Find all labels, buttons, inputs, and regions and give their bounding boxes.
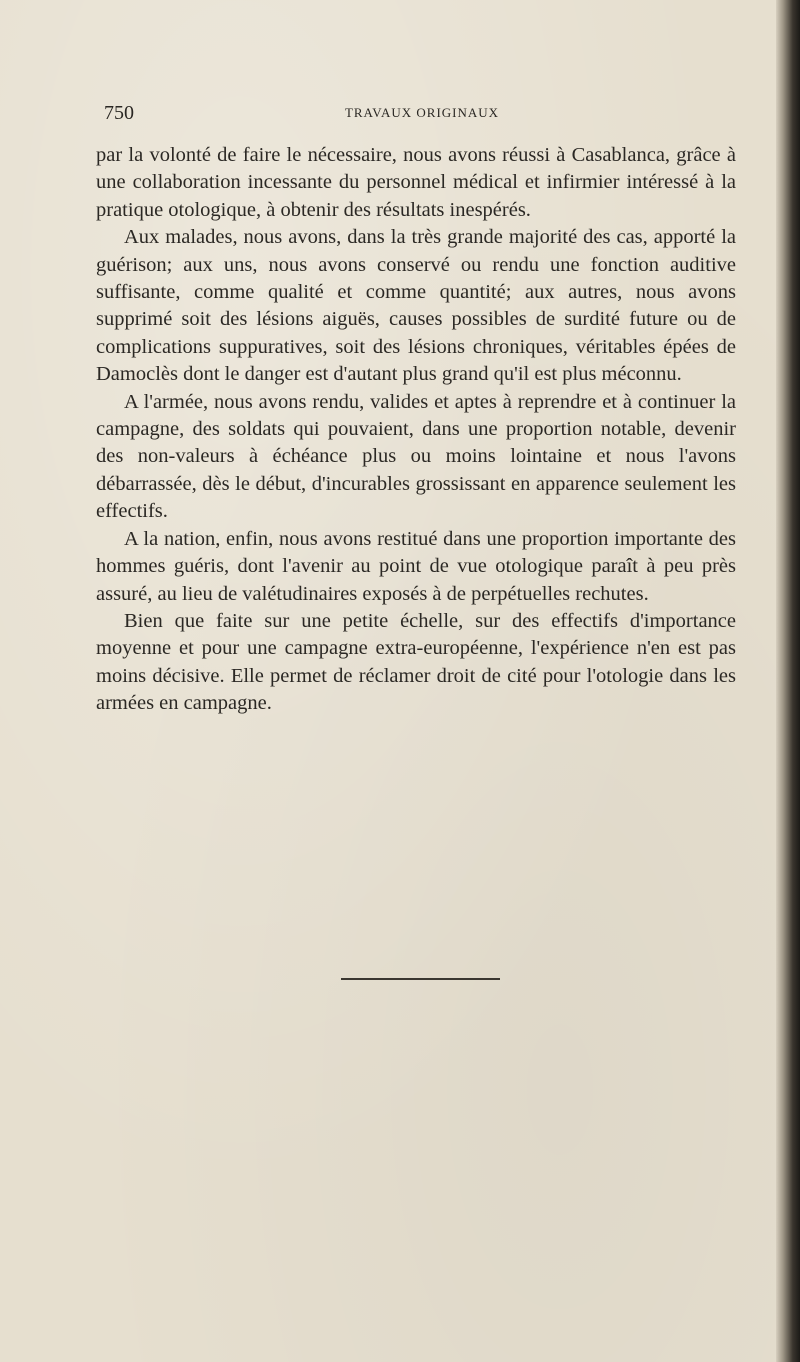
page-header [104,100,740,126]
running-head: TRAVAUX ORIGINAUX [344,105,500,120]
paragraph: Bien que faite sur une petite échelle, sur des effectifs d'importance moyenne et pour une campagne extra-européenne, l'expérience n'en est pas moins décisive. Elle permet de réclamer droit de cité pour l'otologie dans les armées en campagne. [96,609,736,715]
paragraph: A l'armée, nous avons rendu, valides et aptes à reprendre et à continuer la campagne, des soldats qui pouvaient, dans une proportion notable, devenir des non-valeurs à échéance plus ou moins lointaine et nous l'avons débarrassée, dès le début, d'incurables grossissant en apparence seulement les effectifs. [96,390,736,523]
page-binding-edge [776,0,800,1362]
page-number: 750 [104,102,134,124]
paragraph: Aux malades, nous avons, dans la très grande majorité des cas, apporté la guérison; aux uns, nous avons conservé ou rendu une fonction auditive suffisante, comme qualité et comme quantité; aux autres, nous avons supprimé soit des lésions aiguës, causes possibles de surdité future ou de complications suppuratives, soit des lésions chroniques, véritables épées de Damoclès dont le danger est d'autant plus grand qu'il est plus méconnu. [96,226,736,386]
paragraph: A la nation, enfin, nous avons restitué dans une proportion importante des hommes guéris, dont l'avenir au point de vue otologique paraît à peu près assuré, au lieu de valétudinaires exposés à de perpétuelles rechutes. [96,527,736,605]
paragraph: par la volonté de faire le nécessaire, nous avons réussi à Casablanca, grâce à une collaboration incessante du personnel médical et infirmier intéressé à la pratique otologique, à obtenir des résultats inespérés. [96,144,736,221]
section-end-rule [341,978,500,980]
body-text [96,142,736,718]
